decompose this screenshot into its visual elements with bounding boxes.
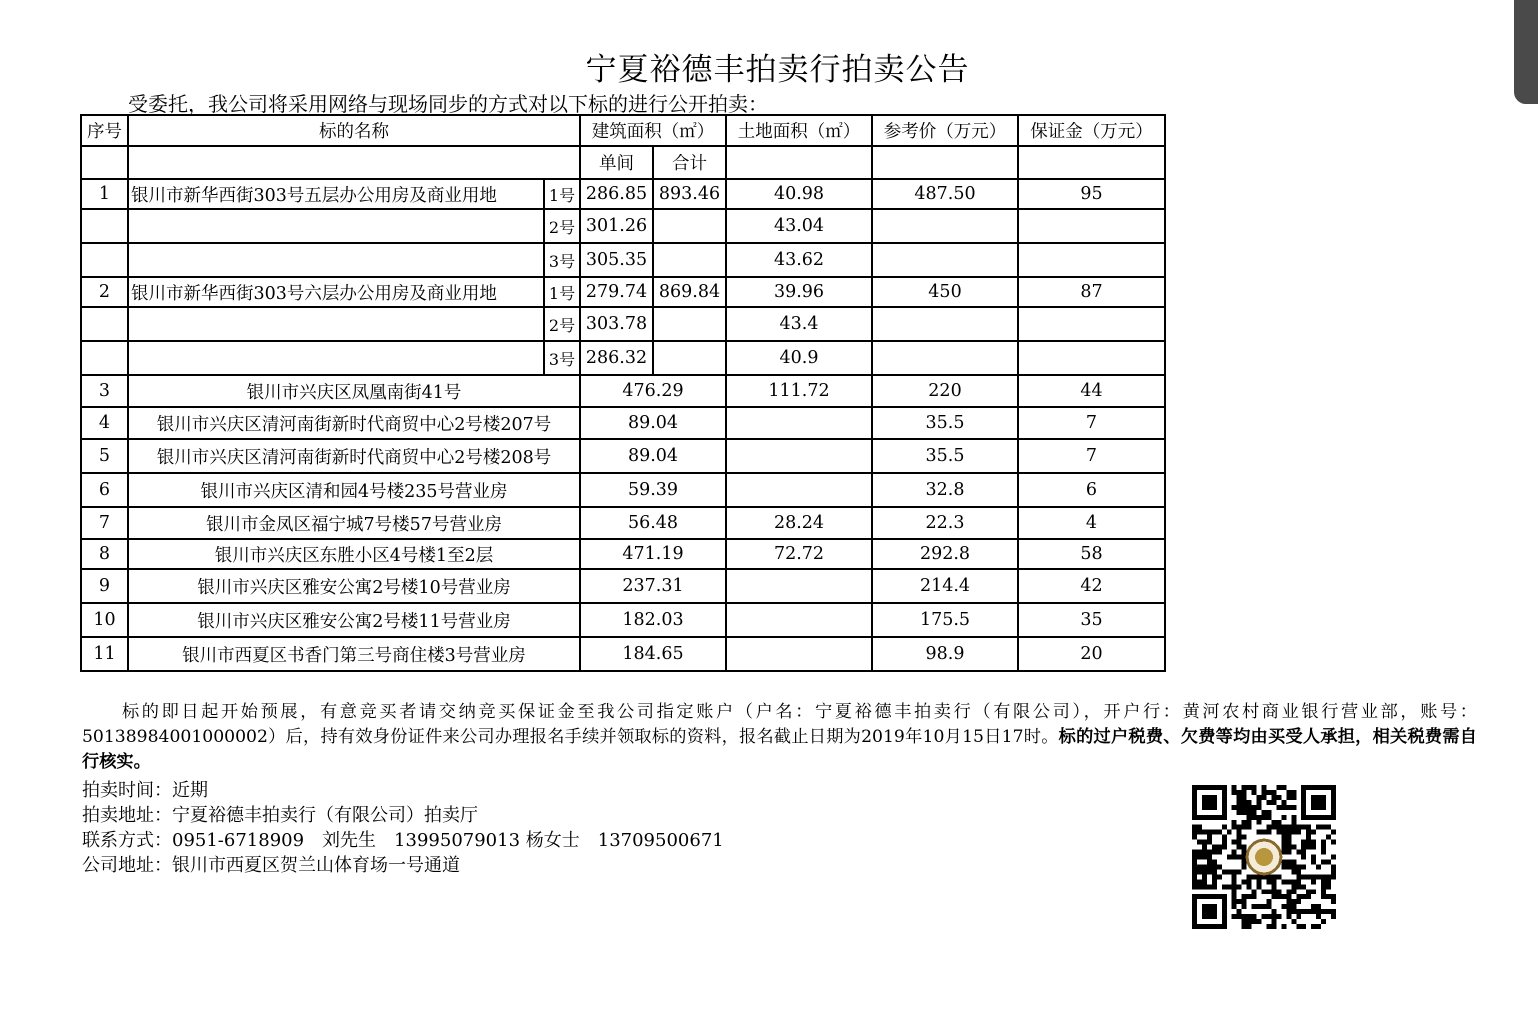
cell-unit-label: 2号 xyxy=(544,209,580,243)
table-row xyxy=(81,407,1165,439)
auction-place: 拍卖地址：宁夏裕德丰拍卖行（有限公司）拍卖厅 xyxy=(82,805,478,826)
cell-land-area xyxy=(726,603,872,637)
auction-time: 拍卖时间：近期 xyxy=(82,780,208,801)
cell-ref-price: 450 xyxy=(872,277,1018,307)
header-building-area: 建筑面积（㎡） xyxy=(580,115,726,146)
cell-unit-label: 3号 xyxy=(544,243,580,277)
cell-area: 237.31 xyxy=(580,569,726,603)
header-name: 标的名称 xyxy=(128,115,580,146)
cell-no: 7 xyxy=(81,507,128,539)
cell-land-area: 111.72 xyxy=(726,375,872,407)
notice-bold-text: 标的过户税费、欠费等均由买受人承担，相关税费需自行核实。 xyxy=(82,727,1477,772)
cell-deposit: 7 xyxy=(1018,439,1165,473)
cell-deposit: 58 xyxy=(1018,539,1165,569)
cell-deposit: 44 xyxy=(1018,375,1165,407)
cell-unit-area: 286.32 xyxy=(580,341,653,375)
notice-text: 标的即日起开始预展，有意竞买者请交纳竞买保证金至我公司指定账户（户名：宁夏裕德丰拍卖行（有限公司），开户行：黄河农村商业银行营业部，账号：50138984001000002）后，持有效身份证件来公司办理报名手续并领取标的资料，报名截止日期为2019年10月15日17时。 xyxy=(82,702,1477,747)
qr-code-icon xyxy=(1192,785,1336,929)
table-row xyxy=(81,243,1165,277)
cell-ref-price: 35.5 xyxy=(872,439,1018,473)
cell-unit-area: 301.26 xyxy=(580,209,653,243)
cell-ref-price: 175.5 xyxy=(872,603,1018,637)
cell-total-area: 893.46 xyxy=(653,179,726,209)
cell-no: 8 xyxy=(81,539,128,569)
cell-land-area xyxy=(726,439,872,473)
header-ref-price: 参考价（万元） xyxy=(872,115,1018,146)
table-row xyxy=(81,539,1165,569)
cell-unit-label: 1号 xyxy=(544,179,580,209)
cell-land-area: 40.9 xyxy=(726,341,872,375)
cell-deposit: 42 xyxy=(1018,569,1165,603)
cell-no: 4 xyxy=(81,407,128,439)
cell-land-area xyxy=(726,569,872,603)
intro-text: 受委托，我公司将采用网络与现场同步的方式对以下标的进行公开拍卖： xyxy=(128,92,768,116)
cell-ref-price: 98.9 xyxy=(872,637,1018,671)
cell-ref-price: 292.8 xyxy=(872,539,1018,569)
notice-paragraph xyxy=(82,700,1477,775)
cell-ref-price: 22.3 xyxy=(872,507,1018,539)
cell-unit-label: 1号 xyxy=(544,277,580,307)
table-row xyxy=(81,473,1165,507)
cell-no: 9 xyxy=(81,569,128,603)
cell-name: 银川市新华西街303号五层办公用房及商业用地 xyxy=(128,179,544,209)
auction-table xyxy=(80,114,1166,672)
header-deposit: 保证金（万元） xyxy=(1018,115,1165,146)
cell-land-area: 39.96 xyxy=(726,277,872,307)
cell-ref-price: 214.4 xyxy=(872,569,1018,603)
cell-name: 银川市金凤区福宁城7号楼57号营业房 xyxy=(128,507,580,539)
table-row xyxy=(81,507,1165,539)
company-address: 公司地址：银川市西夏区贺兰山体育场一号通道 xyxy=(82,855,460,876)
header-total: 合计 xyxy=(653,146,726,179)
table-row xyxy=(81,569,1165,603)
cell-deposit: 4 xyxy=(1018,507,1165,539)
table-row xyxy=(81,179,1165,209)
cell-no: 5 xyxy=(81,439,128,473)
table-subheader-row xyxy=(81,146,1165,179)
header-unit: 单间 xyxy=(580,146,653,179)
cell-deposit: 35 xyxy=(1018,603,1165,637)
table-row xyxy=(81,277,1165,307)
table-row xyxy=(81,375,1165,407)
header-land-area: 土地面积（㎡） xyxy=(726,115,872,146)
cell-land-area xyxy=(726,473,872,507)
cell-deposit: 7 xyxy=(1018,407,1165,439)
cell-no: 6 xyxy=(81,473,128,507)
table-row xyxy=(81,603,1165,637)
cell-name: 银川市兴庆区清河南街新时代商贸中心2号楼207号 xyxy=(128,407,580,439)
cell-name: 银川市新华西街303号六层办公用房及商业用地 xyxy=(128,277,544,307)
cell-deposit: 95 xyxy=(1018,179,1165,209)
cell-area: 182.03 xyxy=(580,603,726,637)
cell-ref-price: 220 xyxy=(872,375,1018,407)
cell-unit-area: 303.78 xyxy=(580,307,653,341)
cell-land-area: 43.4 xyxy=(726,307,872,341)
cell-area: 184.65 xyxy=(580,637,726,671)
table-row xyxy=(81,307,1165,341)
table-row xyxy=(81,637,1165,671)
cell-area: 471.19 xyxy=(580,539,726,569)
cell-area: 476.29 xyxy=(580,375,726,407)
cell-no: 3 xyxy=(81,375,128,407)
page-title: 宁夏裕德丰拍卖行拍卖公告 xyxy=(585,52,970,88)
table-row xyxy=(81,209,1165,243)
cell-no: 1 xyxy=(81,179,128,209)
cell-total-area: 869.84 xyxy=(653,277,726,307)
cell-area: 89.04 xyxy=(580,439,726,473)
cell-no: 11 xyxy=(81,637,128,671)
cell-land-area: 43.62 xyxy=(726,243,872,277)
cell-deposit: 6 xyxy=(1018,473,1165,507)
cell-land-area xyxy=(726,407,872,439)
cell-name: 银川市兴庆区清河南街新时代商贸中心2号楼208号 xyxy=(128,439,580,473)
cell-unit-label: 2号 xyxy=(544,307,580,341)
header-no: 序号 xyxy=(81,115,128,146)
contact-info: 联系方式：0951-6718909 刘先生 13995079013 杨女士 13709500671 xyxy=(82,830,724,851)
cell-name: 银川市兴庆区东胜小区4号楼1至2层 xyxy=(128,539,580,569)
cell-land-area xyxy=(726,637,872,671)
cell-name: 银川市西夏区书香门第三号商住楼3号营业房 xyxy=(128,637,580,671)
cell-no: 10 xyxy=(81,603,128,637)
cell-area: 89.04 xyxy=(580,407,726,439)
cell-deposit: 20 xyxy=(1018,637,1165,671)
cell-unit-area: 305.35 xyxy=(580,243,653,277)
cell-land-area: 28.24 xyxy=(726,507,872,539)
table-header-row xyxy=(81,115,1165,146)
cell-area: 56.48 xyxy=(580,507,726,539)
cell-ref-price: 35.5 xyxy=(872,407,1018,439)
cell-unit-label: 3号 xyxy=(544,341,580,375)
cell-unit-area: 286.85 xyxy=(580,179,653,209)
cell-name: 银川市兴庆区雅安公寓2号楼10号营业房 xyxy=(128,569,580,603)
cell-land-area: 40.98 xyxy=(726,179,872,209)
cell-no: 2 xyxy=(81,277,128,307)
cell-name: 银川市兴庆区清和园4号楼235号营业房 xyxy=(128,473,580,507)
cell-ref-price: 32.8 xyxy=(872,473,1018,507)
cell-land-area: 43.04 xyxy=(726,209,872,243)
cell-name: 银川市兴庆区雅安公寓2号楼11号营业房 xyxy=(128,603,580,637)
cell-unit-area: 279.74 xyxy=(580,277,653,307)
table-row xyxy=(81,341,1165,375)
cell-deposit: 87 xyxy=(1018,277,1165,307)
cell-name: 银川市兴庆区凤凰南街41号 xyxy=(128,375,580,407)
cell-ref-price: 487.50 xyxy=(872,179,1018,209)
cell-land-area: 72.72 xyxy=(726,539,872,569)
cell-area: 59.39 xyxy=(580,473,726,507)
table-row xyxy=(81,439,1165,473)
